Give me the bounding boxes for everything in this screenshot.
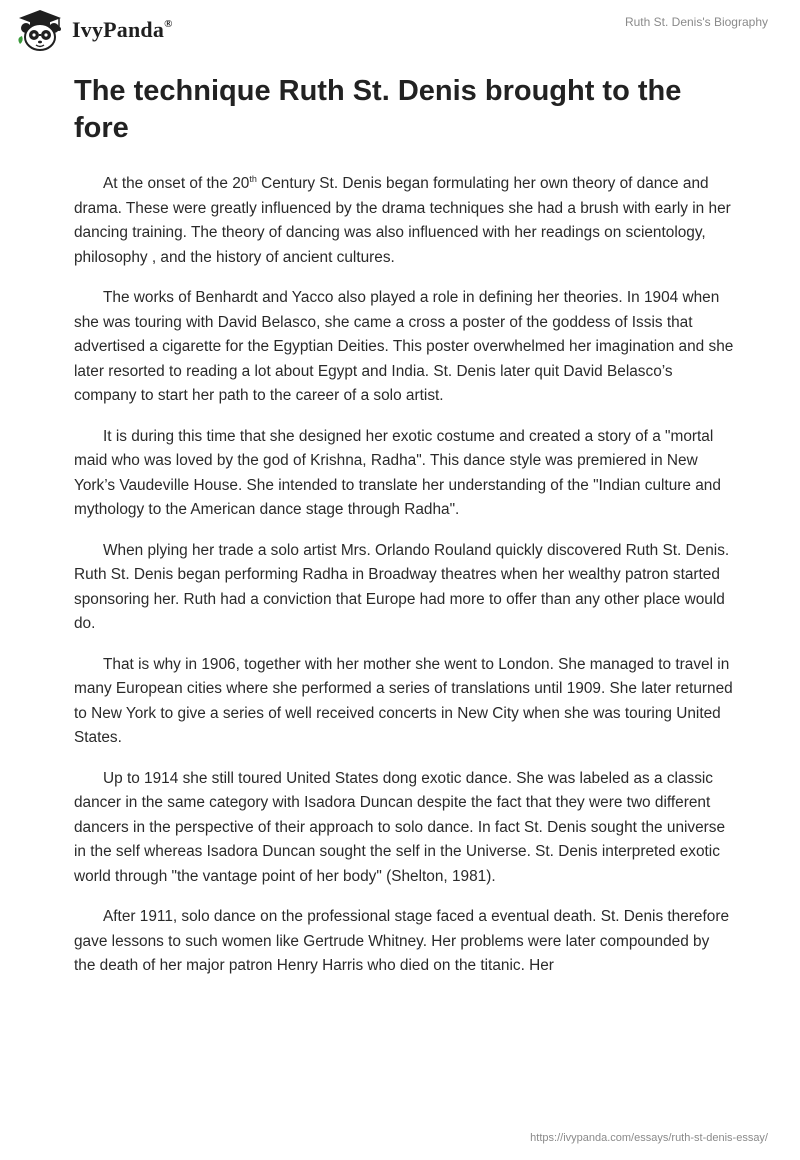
section-heading: The technique Ruth St. Denis brought to the fore — [74, 75, 682, 144]
brand-logo[interactable] — [14, 8, 173, 52]
paragraph: After 1911, solo dance on the professional stage faced a eventual death. St. Denis therefore gave lessons to such women like Gertrude Whitney. Her problems were later compounded by the death of her major patron Henry Harris who died on the titanic. Her — [74, 908, 730, 974]
paragraph: When plying her trade a solo artist Mrs. Orlando Rouland quickly discovered Ruth St. Denis. Ruth St. Denis began performing Radha in Broadway theatres when her wealthy patron started sponsoring her. Ruth had a conviction that Europe had more to offer than any other place would do. — [74, 541, 730, 632]
paragraph: That is why in 1906, together with her mother she went to London. She managed to travel in many European cities where she performed a series of translations until 1909. She later returned to New York to give a series of well received concerts in New City when she was touring United States. — [74, 655, 733, 746]
article-body — [74, 172, 734, 995]
brand-name: IvyPanda® — [72, 17, 173, 42]
registered-mark: ® — [164, 17, 173, 30]
document-title: Ruth St. Denis's Biography — [624, 15, 768, 29]
paragraph: At the onset of the 20th Century St. Denis began formulating her own theory of dance and drama. These were greatly influenced by the drama techniques she had a brush with early in her dancing training. The theory of dancing was also influenced with her readings on scientology, philosophy , and the history of ancient cultures. — [74, 173, 731, 266]
page-header — [0, 0, 800, 64]
paragraph: Up to 1914 she still toured United States dong exotic dance. She was labeled as a classic dancer in the same category with Isadora Duncan despite the fact that they were two different dancers in the perspective of their approach to solo dance. In fact St. Denis sought the universe in the self whereas Isadora Duncan sought the self in the Universe. St. Denis interpreted exotic world through "the vantage point of her body" (Shelton, 1981). — [74, 769, 726, 885]
source-url[interactable]: https://ivypanda.com/essays/ruth-st-denis-essay/ — [530, 1132, 768, 1144]
panda-logo-icon — [14, 8, 66, 52]
paragraph: It is during this time that she designed her exotic costume and created a story of a "mortal maid who was loved by the god of Krishna, Radha". This dance style was premiered in New York’s Vaudeville House. She intended to translate her understanding of the "Indian culture and mythology to the American dance stage through Radha". — [74, 427, 721, 518]
superscript: th — [249, 173, 257, 184]
paragraph: The works of Benhardt and Yacco also played a role in defining her theories. In 1904 when she was touring with David Belasco, she came a cross a poster of the goddess of Issis that advertised a cigarette for the Egyptian Deities. This poster overwhelmed her imagination and she later resorted to reading a lot about Egypt and India. St. Denis later quit David Belasco’s company to start her path to the career of a solo artist. — [74, 289, 734, 404]
